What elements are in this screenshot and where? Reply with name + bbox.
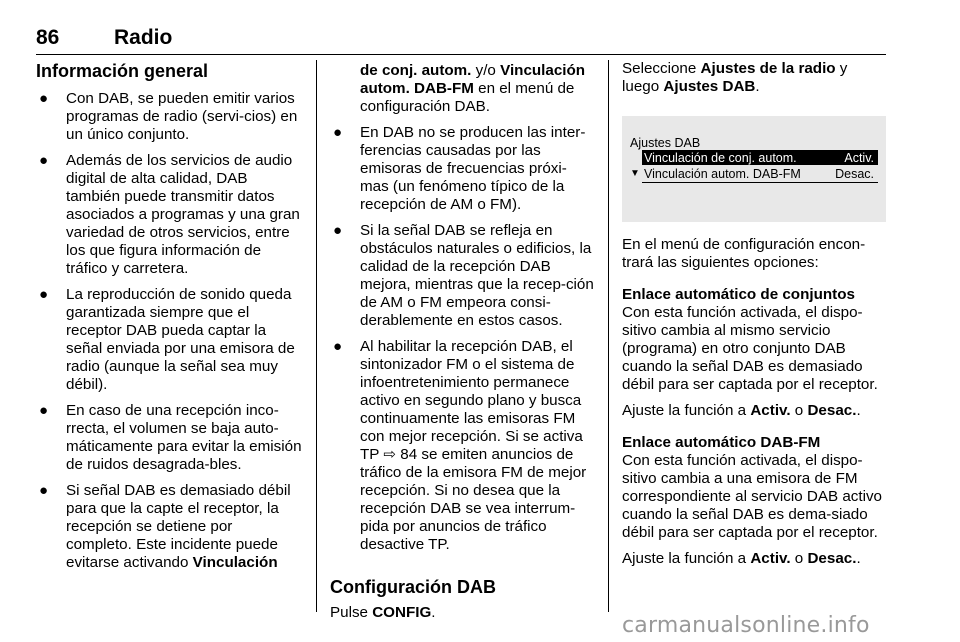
option-setting [622,550,888,568]
option-title: Enlace automático de conjuntos [622,286,855,303]
row-label: Vinculación autom. DAB-FM [644,167,801,181]
bullet-icon: ● [333,222,343,239]
screen-row [642,167,878,181]
section-title-general: Información general [36,61,209,81]
bullet-icon: ● [333,124,343,141]
text-fragment: y luego [622,60,848,95]
screen-divider [642,182,878,183]
list-item [36,286,302,394]
bullet-text: La reproducción de sonido queda garantizada siempre que el receptor DAB pueda captar la señal enviada por una emisora de radio (aunque la señal sea muy débil). [66,286,295,393]
list-item [330,338,594,554]
list-item [36,482,302,572]
screen-row-selected [642,151,878,165]
select-instruction [622,60,888,96]
page-number: 86 [36,26,60,49]
text-fragment: . [856,402,861,419]
value-ref: Desac. [807,550,857,567]
bullet-text: Con DAB, se pueden emitir varios programas de radio (servi-cios) en un único conjunto. [66,90,298,143]
option-description: Con esta función activada, el dispo-sitivo cambia a una emisora de FM correspondiente al servicio DAB activo cuando la señal DAB es dema-siado débil para ser captada por el receptor. [622,452,882,541]
menu-option-ref: Vinculación autom. DAB-FM [360,62,586,97]
menu-option-ref: de conj. autom. [360,62,472,79]
text-fragment: . [856,550,861,567]
column-2 [330,60,594,630]
column-3 [622,60,888,576]
section-title-config: Configuración DAB [330,577,496,597]
value-ref: Activ. [750,550,791,567]
page-header [36,26,886,55]
menu-option-ref: Ajustes DAB [663,78,756,95]
row-value: Activ. [844,151,874,165]
list-item [36,152,302,278]
bullet-icon: ● [39,152,49,169]
button-ref: CONFIG [372,604,432,621]
text-fragment: o [790,550,808,567]
bullet-list-general [36,90,302,572]
list-item [330,222,594,330]
bullet-text: Además de los servicios de audio digital de alta calidad, DAB también puede transmitir datos asociados a programas y una gran variedad de otros servicios, entre los que figura información de tráfico y carretera. [66,152,300,277]
chapter-title: Radio [114,26,173,49]
option-setting [622,402,888,420]
value-ref: Activ. [750,402,791,419]
menu-option-ref: Ajustes de la radio [700,60,836,77]
text-fragment: en el menú de configuración DAB. [360,80,575,115]
column-divider [316,60,317,612]
bullet-list-dab [330,124,594,554]
bullet-icon: ● [39,402,49,419]
row-label: Vinculación de conj. autom. [644,151,797,165]
screen-title: Ajustes DAB [630,136,701,150]
text-fragment: o [790,402,808,419]
bullet-text: En caso de una recepción inco-rrecta, el volumen se baja auto-máticamente para evitar la emisión de ruidos desagrada-bles. [66,402,302,473]
dab-settings-screen [622,116,886,222]
text-fragment: Seleccione [622,60,701,77]
bullet-text: Si señal DAB es demasiado débil para que la capte el receptor, la recepción se detiene por completo. Este incidente puede evitarse activando [66,482,291,571]
text-fragment: Ajuste la función a [622,402,751,419]
menu-description: En el menú de configuración encon-trará las siguientes opciones: [622,236,866,271]
text-fragment: . [755,78,760,95]
column-1 [36,60,302,580]
list-item [36,90,302,144]
text-fragment: Pulse [330,604,373,621]
watermark: carmanualsonline.info [622,613,870,638]
bullet-icon: ● [39,482,49,499]
bullet-text: En DAB no se producen las inter-ferencias causadas por las emisoras de frecuencias próxi-mas (un fenómeno típico de la recepción de AM o FM). [360,124,586,213]
bullet-text-bold: Vinculación [192,554,278,571]
text-fragment: Ajuste la función a [622,550,751,567]
text-fragment: y/o [471,62,501,79]
list-item [330,124,594,214]
config-instruction [330,604,594,622]
bullet-icon: ● [39,286,49,303]
bullet-icon: ● [333,338,343,355]
list-item [36,402,302,474]
bullet-continuation [330,62,594,116]
bullet-text: Al habilitar la recepción DAB, el sintonizador FM o el sistema de infoentretenimiento permanece activo en segundo plano y busca continuamente las emisoras FM con mejor recepción. Si se activa TP ⇨ 84 se emiten anuncios de tráfico de la emisora FM de mejor recepción. Si no desea que la recepción DAB se vea interrum-pida por anuncios de tráfico desactive TP. [360,338,587,553]
option-title: Enlace automático DAB-FM [622,434,821,451]
text-fragment: . [431,604,436,621]
column-divider [608,60,609,612]
scroll-down-icon: ▼ [630,168,640,179]
bullet-text: Si la señal DAB se refleja en obstáculos naturales o edificios, la calidad de la recepción DAB mejora, mientras que la recep-ción de AM o FM empeora consi-derablemente en estos casos. [360,222,594,329]
bullet-icon: ● [39,90,49,107]
option-description: Con esta función activada, el dispo-sitivo cambia al mismo servicio (programa) en otro conjunto DAB cuando la señal DAB es demasiado débil para ser captada por el receptor. [622,304,878,393]
row-value: Desac. [835,167,874,181]
value-ref: Desac. [807,402,857,419]
